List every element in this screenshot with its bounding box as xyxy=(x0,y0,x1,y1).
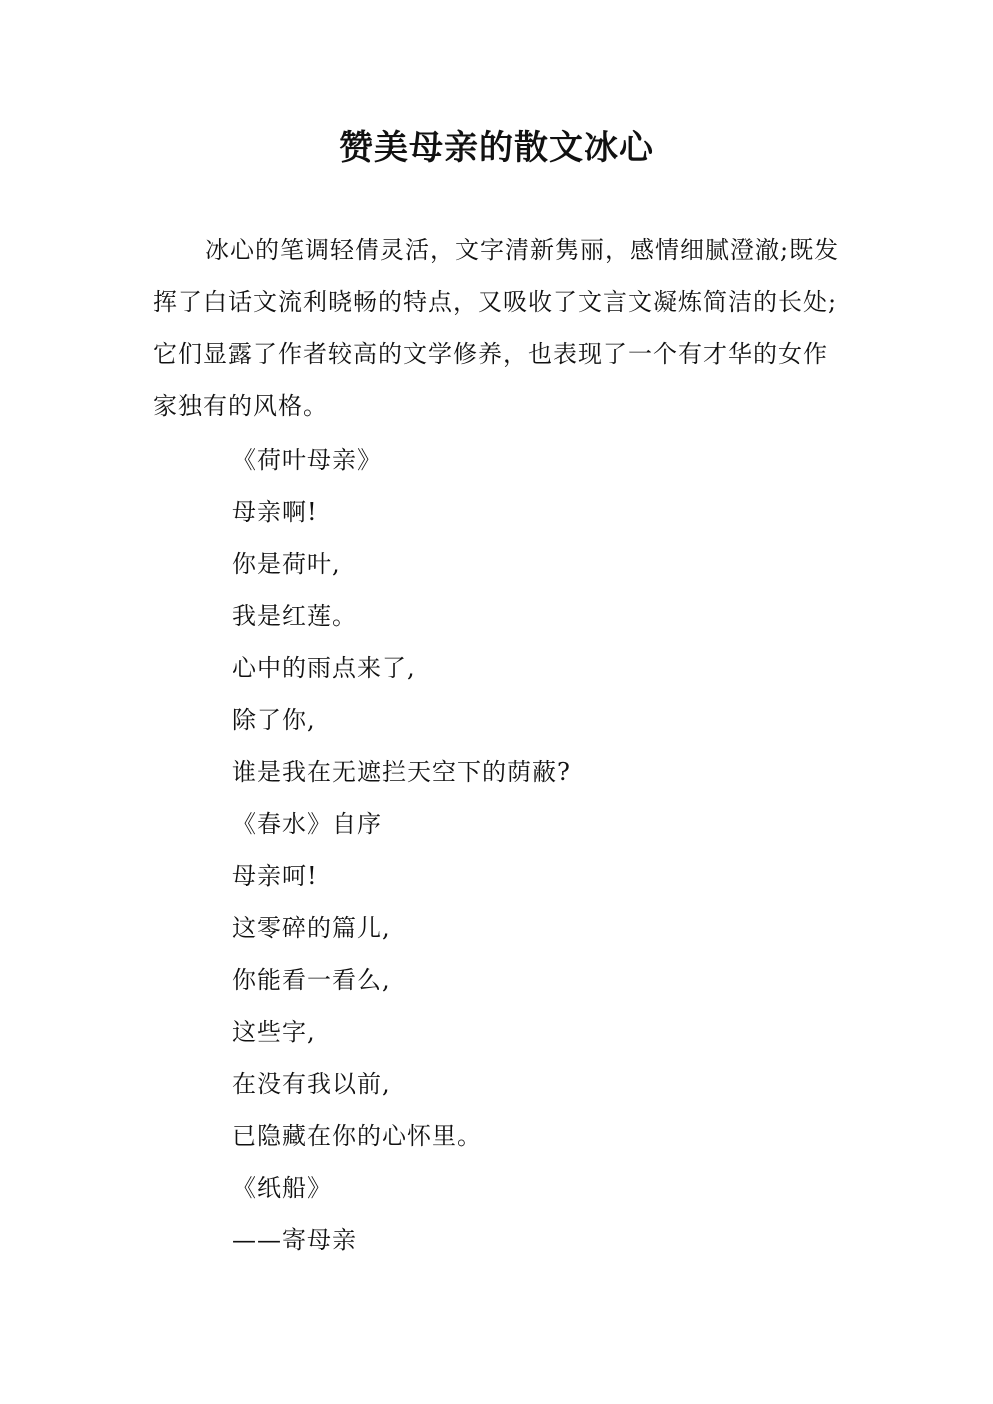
document-title: 赞美母亲的散文冰心 xyxy=(339,128,654,168)
poem-line: 《纸船》 xyxy=(232,1174,332,1202)
poem-line: 《荷叶母亲》 xyxy=(232,446,382,474)
poem-line: 已隐藏在你的心怀里。 xyxy=(232,1122,482,1150)
poem-line: 我是红莲。 xyxy=(232,602,357,630)
poem-line: 心中的雨点来了, xyxy=(232,654,416,682)
poem-line: 这些字, xyxy=(232,1018,316,1046)
poem-line: 谁是我在无遮拦天空下的荫蔽? xyxy=(232,758,571,786)
poem-line: 你是荷叶, xyxy=(232,550,341,578)
poem-line: ——寄母亲 xyxy=(232,1226,357,1254)
poem-line: 母亲啊! xyxy=(232,498,318,526)
poem-line: 你能看一看么, xyxy=(232,966,391,994)
poem-line: 在没有我以前, xyxy=(232,1070,391,1098)
poem-line: 除了你, xyxy=(232,706,316,734)
poem-line: 《春水》自序 xyxy=(232,810,382,838)
poem-line: 母亲呵! xyxy=(232,862,318,890)
poem-lines xyxy=(232,434,852,1266)
intro-paragraph: 冰心的笔调轻倩灵活，文字清新隽丽，感情细腻澄澈;既发挥了白话文流利晓畅的特点，又吸收了文言文凝炼简洁的长处;它们显露了作者较高的文学修养，也表现了一个有才华的女作家独有的风格。 xyxy=(153,236,840,420)
poem-line: 这零碎的篇儿, xyxy=(232,914,391,942)
